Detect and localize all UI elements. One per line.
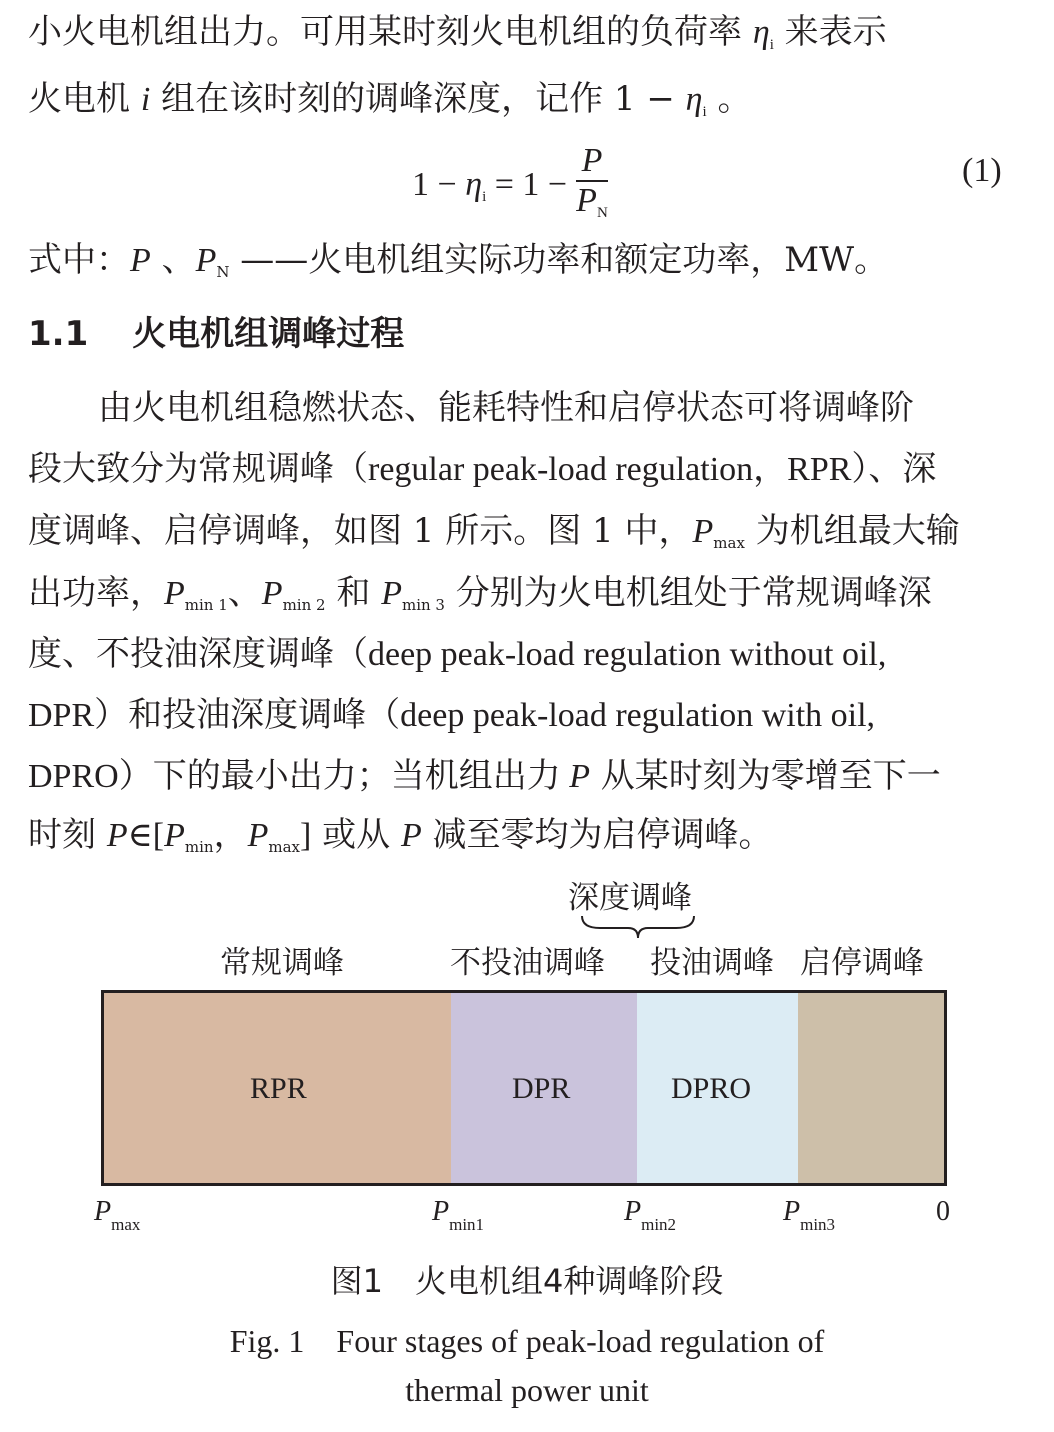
stage-label-rpr: 常规调峰 — [220, 945, 344, 981]
text: 来表示 — [773, 12, 887, 52]
text: 、 — [227, 573, 262, 613]
stage-label-dpro: 投油调峰 — [650, 945, 774, 981]
para1-line2 — [28, 79, 751, 132]
subscript: min 2 — [282, 596, 326, 614]
subscript: min 3 — [401, 596, 445, 614]
para2-line8 — [28, 815, 773, 867]
symbol-p: P — [569, 758, 590, 795]
para2-line6: DPR）和投油深度调峰（deep peak-load regulation with oil, — [28, 697, 876, 734]
section-number: 1.1 — [28, 314, 89, 354]
text: 从某时刻为零增至下一 — [589, 756, 941, 796]
text: 时刻 — [28, 815, 107, 855]
caption-en-line1: Fig. 1 Four stages of peak-load regulation of — [229, 1323, 825, 1359]
para2-line7 — [28, 756, 941, 797]
segment-label-rpr: RPR — [250, 1072, 307, 1105]
tick-zero — [936, 1196, 950, 1235]
tick-symbol: 0 — [936, 1196, 950, 1227]
text: 。 — [706, 79, 752, 119]
deep-regulation-label: 深度调峰 — [568, 880, 692, 916]
subscript: i — [482, 188, 487, 205]
para2-line2: 段大致分为常规调峰（regular peak-load regulation，RPR）、深 — [28, 451, 937, 488]
text: 为机组最大输 — [744, 511, 960, 551]
tick-symbol: P — [783, 1196, 801, 1227]
tick-sub: min2 — [641, 1215, 677, 1234]
where-line — [28, 240, 888, 292]
equation-number: (1) — [962, 152, 1002, 189]
subscript: min 1 — [184, 596, 228, 614]
stage-label-startstop: 启停调峰 — [800, 945, 924, 981]
tick-pmin1 — [432, 1196, 484, 1235]
tick-pmin3 — [783, 1196, 835, 1235]
text: 和 — [325, 573, 382, 613]
symbol-p: P — [381, 575, 402, 612]
symbol-p: P — [261, 575, 283, 612]
symbol-p: P — [400, 817, 422, 854]
tick-pmax — [94, 1196, 140, 1235]
stage-label-dpr: 不投油调峰 — [450, 945, 605, 981]
segment-label-dpro: DPRO — [671, 1072, 752, 1105]
para2-line5: 度、不投油深度调峰（deep peak-load regulation without oil, — [28, 636, 887, 673]
subscript: i — [702, 104, 707, 120]
text: 或从 — [311, 815, 401, 855]
subscript: max — [268, 838, 300, 856]
text: DPRO）下的最小出力；当机组出力 — [28, 758, 570, 795]
subscript: N — [216, 263, 230, 281]
para1-line1 — [28, 12, 887, 65]
symbol-p: P — [106, 817, 128, 854]
text: 式中： — [28, 240, 130, 280]
fraction — [576, 142, 609, 232]
tick-sub: min1 — [449, 1215, 485, 1234]
section-title: 火电机组调峰过程 — [132, 314, 405, 354]
caption-en-line2: thermal power unit — [405, 1372, 649, 1408]
tick-pmin2 — [624, 1196, 676, 1235]
text: 度调峰、启停调峰，如图 1 所示。图 1 中， — [28, 511, 693, 551]
segment-label-dpr: DPR — [512, 1072, 571, 1105]
section-heading — [28, 314, 404, 354]
subscript: N — [596, 205, 608, 221]
text: ——火电机组实际功率和额定功率，MW。 — [229, 240, 889, 280]
eta-symbol: η — [685, 81, 703, 118]
para2-line1: 由火电机组稳燃状态、能耗特性和启停状态可将调峰阶 — [98, 388, 914, 428]
eta-symbol: η — [752, 14, 770, 51]
text: 、 — [150, 240, 196, 280]
eq-lhs: 1 − — [412, 165, 466, 203]
subscript: min — [184, 838, 214, 856]
subscript: i — [769, 37, 774, 53]
tick-sub: min3 — [800, 1215, 836, 1234]
tick-symbol: P — [432, 1196, 450, 1227]
symbol-p: P — [164, 817, 185, 854]
text: 分别为火电机组处于常规调峰深 — [444, 573, 932, 613]
text: 组在该时刻的调峰深度，记作 1 − — [150, 79, 686, 119]
tick-symbol: P — [94, 1196, 112, 1227]
text: 小火电机组出力。可用某时刻火电机组的负荷率 — [28, 12, 753, 52]
para2-line3 — [28, 511, 960, 563]
comma: ， — [213, 815, 248, 855]
denominator: P — [576, 182, 597, 219]
close-bracket: ] — [299, 817, 312, 854]
subscript: max — [713, 534, 745, 552]
tick-symbol: P — [624, 1196, 642, 1227]
numerator: P — [576, 142, 609, 182]
caption-cn: 图1 火电机组4种调峰阶段 — [330, 1262, 724, 1300]
text: 出功率， — [28, 573, 164, 613]
tick-sub: max — [111, 1215, 141, 1234]
eq-mid: = 1 − — [486, 165, 576, 203]
index-i: i — [140, 81, 151, 118]
segment-startstop — [798, 990, 947, 1186]
symbol-p: P — [164, 575, 185, 612]
para2-line4 — [28, 573, 932, 625]
symbol-p: P — [130, 242, 151, 279]
in-bracket: ∈[ — [127, 817, 165, 854]
eta-symbol: η — [465, 165, 483, 203]
text: 火电机 — [28, 79, 141, 119]
symbol-pn: P — [195, 242, 217, 279]
equation-1 — [412, 142, 608, 232]
symbol-p: P — [247, 817, 269, 854]
text: 减至零均为启停调峰。 — [421, 815, 773, 855]
symbol-p: P — [692, 513, 714, 550]
